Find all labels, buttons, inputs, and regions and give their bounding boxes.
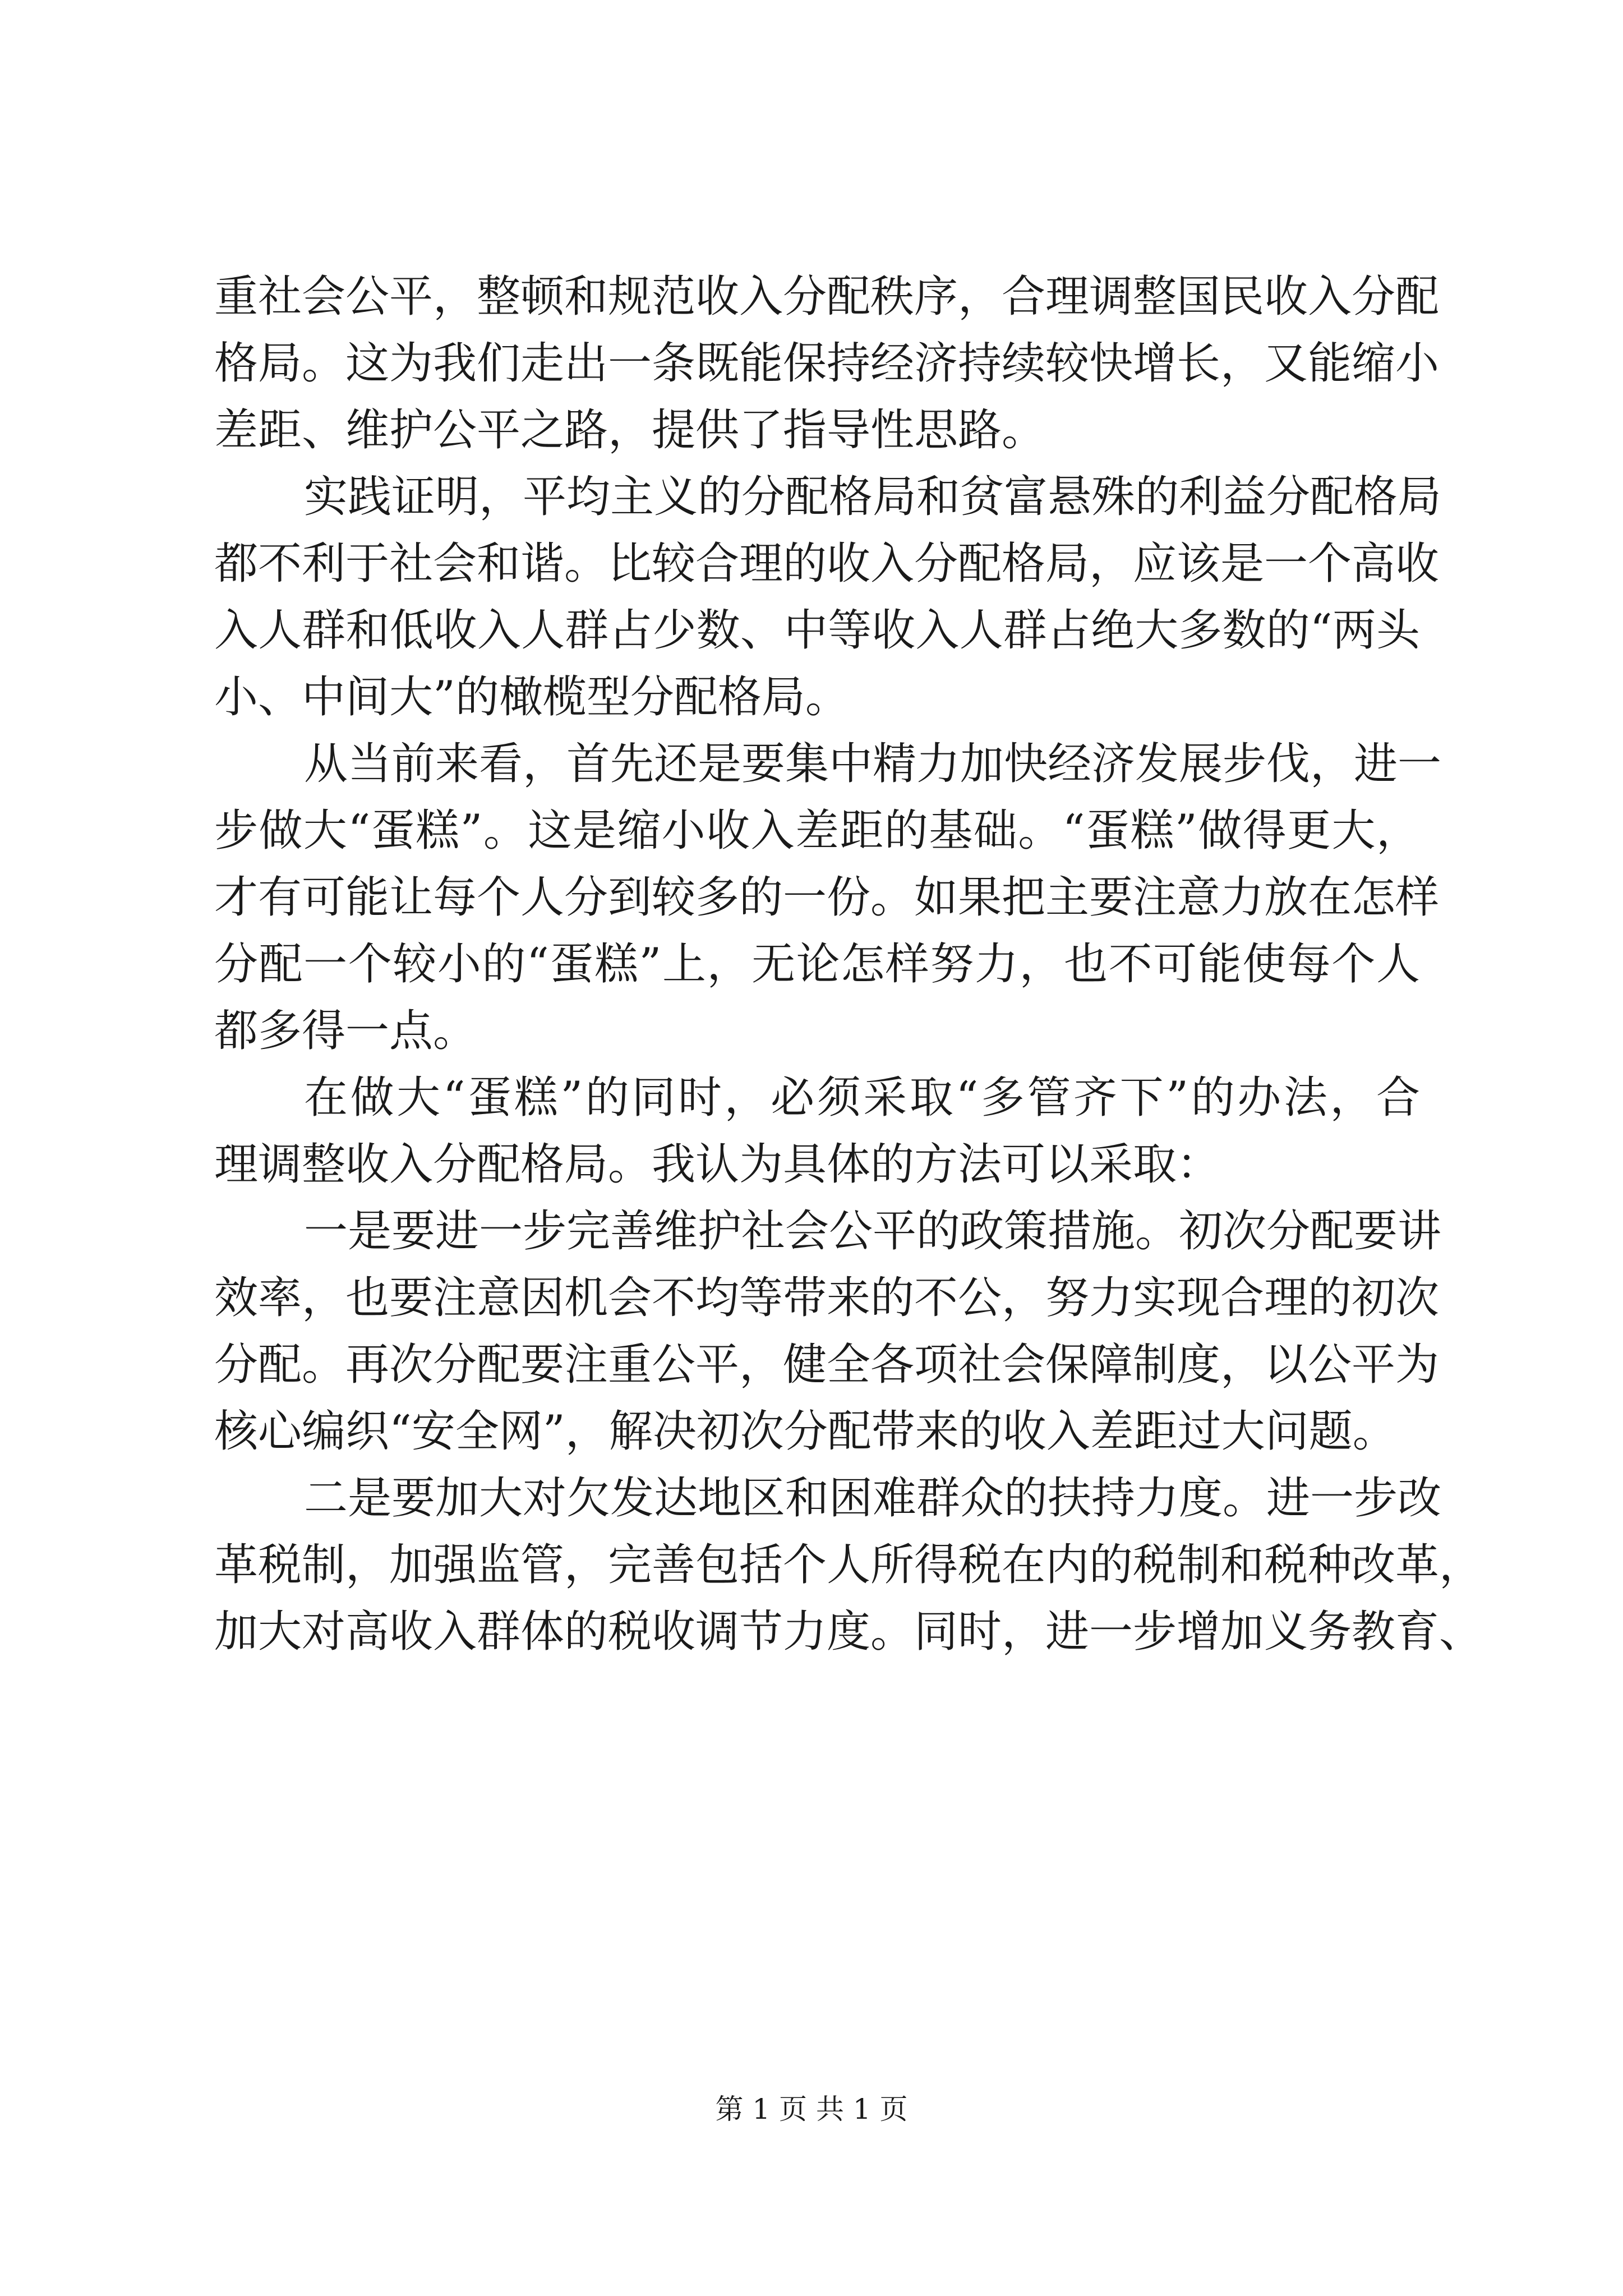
text-line: 重社会公平，整顿和规范收入分配秩序，合理调整国民收入分配 — [214, 272, 1440, 322]
text-line: 革税制，加强监管，完善包括个人所得税在内的税制和税种改革， — [214, 1540, 1483, 1590]
document-body — [214, 264, 1483, 1665]
paragraph — [214, 1065, 1420, 1198]
text-line: 小、中间大”的橄榄型分配格局。 — [214, 672, 849, 723]
text-line: 核心编织“安全网”，解决初次分配带来的收入差距过大问题。 — [214, 1406, 1396, 1457]
paragraph — [214, 1465, 1483, 1665]
text-line: 在做大“蛋糕”的同时，必须采取“多管齐下”的办法，合 — [304, 1073, 1420, 1123]
text-line: 格局。这为我们走出一条既能保持经济持续较快增长，又能缩小 — [214, 338, 1440, 389]
text-line: 加大对高收入群体的税收调节力度。同时，进一步增加义务教育、 — [214, 1607, 1483, 1657]
text-line: 效率，也要注意因机会不均等带来的不公，努力实现合理的初次 — [214, 1273, 1440, 1323]
text-line: 步做大“蛋糕”。这是缩小收入差距的基础。“蛋糕”做得更大， — [214, 806, 1420, 856]
text-line: 理调整收入分配格局。我认为具体的方法可以采取： — [214, 1139, 1221, 1190]
text-line: 分配一个较小的“蛋糕”上，无论怎样努力，也不可能使每个人 — [214, 939, 1420, 990]
text-line: 差距、维护公平之路，提供了指导性思路。 — [214, 405, 1046, 455]
text-line: 都多得一点。 — [214, 1006, 477, 1056]
text-line: 二是要加大对欠发达地区和困难群众的扶持力度。进一步改 — [304, 1473, 1442, 1524]
paragraph — [214, 464, 1442, 731]
text-line: 从当前来看，首先还是要集中精力加快经济发展步伐，进一 — [304, 739, 1442, 789]
page-footer — [0, 2087, 1623, 2127]
page-number-label: 第 1 页 共 1 页 — [715, 2093, 908, 2125]
paragraph — [214, 264, 1440, 464]
text-line: 都不利于社会和谐。比较合理的收入分配格局，应该是一个高收 — [214, 539, 1440, 589]
paragraph — [214, 731, 1442, 1065]
text-line: 才有可能让每个人分到较多的一份。如果把主要注意力放在怎样 — [214, 872, 1440, 923]
text-line: 分配。再次分配要注重公平，健全各项社会保障制度，以公平为 — [214, 1340, 1440, 1390]
paragraph — [214, 1198, 1442, 1465]
text-line: 一是要进一步完善维护社会公平的政策措施。初次分配要讲 — [304, 1206, 1442, 1257]
text-line: 实践证明，平均主义的分配格局和贫富悬殊的利益分配格局 — [304, 472, 1442, 522]
text-line: 入人群和低收入人群占少数、中等收入人群占绝大多数的“两头 — [214, 605, 1420, 656]
